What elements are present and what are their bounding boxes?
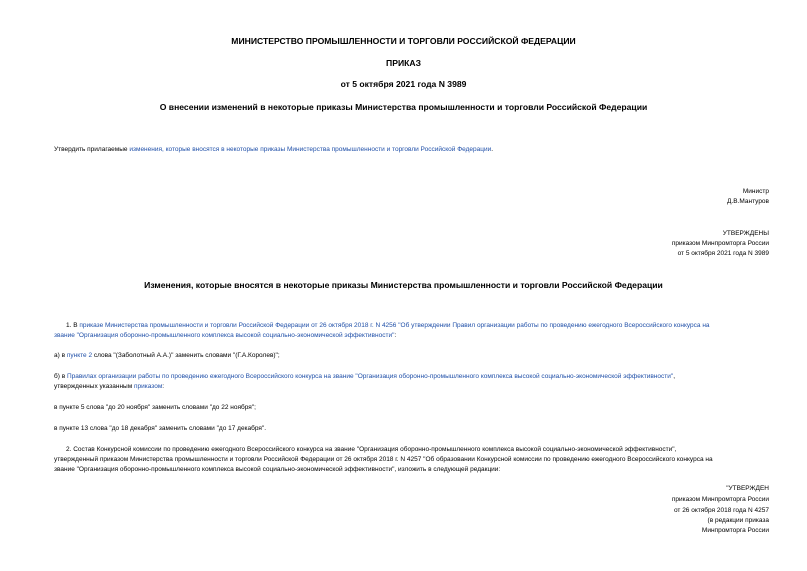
item-1-text: 1. В xyxy=(66,322,80,329)
item-1-colon: : xyxy=(394,332,397,339)
approval-stamp-line-1: УТВЕРЖДЕНЫ xyxy=(722,230,769,237)
approval2-line-2: приказом Минпромторга России xyxy=(671,496,769,503)
signer-name: Д.В.Мантуров xyxy=(727,198,769,205)
order-4256-link[interactable]: приказе Министерства промышленности и торговли Российской Федерации от 26 октября 2018 г. N 4256 "Об утверждении Правил организации работы по проведению ежегодного Всероссийского конкурса на xyxy=(79,322,710,329)
point-2-link[interactable]: пункте 2 xyxy=(66,352,93,359)
item-2-line-1: 2. Состав Конкурсной комиссии по проведению ежегодного Всероссийского конкурса на звание "Организация оборонно-промышленного комплекса высокой социально-экономической эффективности", xyxy=(66,446,677,453)
item-b-line-2 xyxy=(54,382,164,392)
item-point-5: в пункте 5 слова "до 20 ноября" заменить словами "до 22 ноября"; xyxy=(54,404,256,411)
approval-stamp-line-3: от 5 октября 2021 года N 3989 xyxy=(677,250,769,257)
item-1-line-1 xyxy=(66,321,710,331)
item-1-line-2 xyxy=(54,331,396,341)
order-text-start: Утвердить прилагаемые xyxy=(54,146,130,153)
item-b-text: б) в xyxy=(54,373,67,380)
ministry-name: МИНИСТЕРСТВО ПРОМЫШЛЕННОСТИ И ТОРГОВЛИ РОССИЙСКОЙ ФЕДЕРАЦИИ xyxy=(231,36,576,46)
item-a xyxy=(54,351,280,361)
approval-stamp-line-2: приказом Минпромторга России xyxy=(671,240,769,247)
item-2-line-3: звание "Организация оборонно-промышленного комплекса высокой социально-экономической эффективности", изложить в следующей редакции: xyxy=(54,466,501,473)
changes-link[interactable]: изменения, которые вносятся в некоторые приказы Министерства промышленности и торговли Российской Федерации xyxy=(129,146,492,153)
approval2-line-4: (в редакции приказа xyxy=(707,517,769,524)
order-link[interactable]: приказом xyxy=(134,383,163,390)
order-4256-link-continued[interactable]: звание "Организация оборонно-промышленного комплекса высокой социально-экономической эффективности" xyxy=(54,332,395,339)
item-b2-text: утвержденных указанным xyxy=(54,383,134,390)
rules-link[interactable]: Правилах организации работы по проведению ежегодного Всероссийского конкурса на звание "Организация оборонно-промышленного комплекса высокой социально-экономической эффективности" xyxy=(66,373,674,380)
document-title: О внесении изменений в некоторые приказы Министерства промышленности и торговли Российской Федерации xyxy=(159,102,648,112)
item-b2-colon: : xyxy=(162,383,165,390)
approval2-line-3: от 26 октября 2018 года N 4257 xyxy=(673,507,769,514)
order-paragraph xyxy=(54,145,493,155)
document-date: от 5 октября 2021 года N 3989 xyxy=(340,79,467,89)
signer-position: Министр xyxy=(742,188,769,195)
item-a-text: а) в xyxy=(54,352,67,359)
item-point-13: в пункте 13 слова "до 18 декабря" заменить словами "до 17 декабря". xyxy=(54,425,267,432)
item-b-line-1 xyxy=(54,372,675,382)
order-text-end: . xyxy=(491,146,494,153)
item-a-text-end: слова "(Заболотный А.А.)" заменить словами "(Г.А.Королев)"; xyxy=(92,352,280,359)
changes-title: Изменения, которые вносятся в некоторые приказы Министерства промышленности и торговли Российской Федерации xyxy=(144,280,663,290)
approval2-line-5: Минпромторга России xyxy=(701,527,769,534)
document-type: ПРИКАЗ xyxy=(386,58,421,68)
approval2-line-1: "УТВЕРЖДЕН xyxy=(726,485,769,492)
item-2-line-2: утвержденный приказом Министерства промышленности и торговли Российской Федерации от 26 октября 2018 г. N 4257 "Об образовании Конкурсной комиссии по проведению ежегодного Всероссийского конкурса на xyxy=(54,456,713,463)
item-b-comma: , xyxy=(673,373,675,380)
